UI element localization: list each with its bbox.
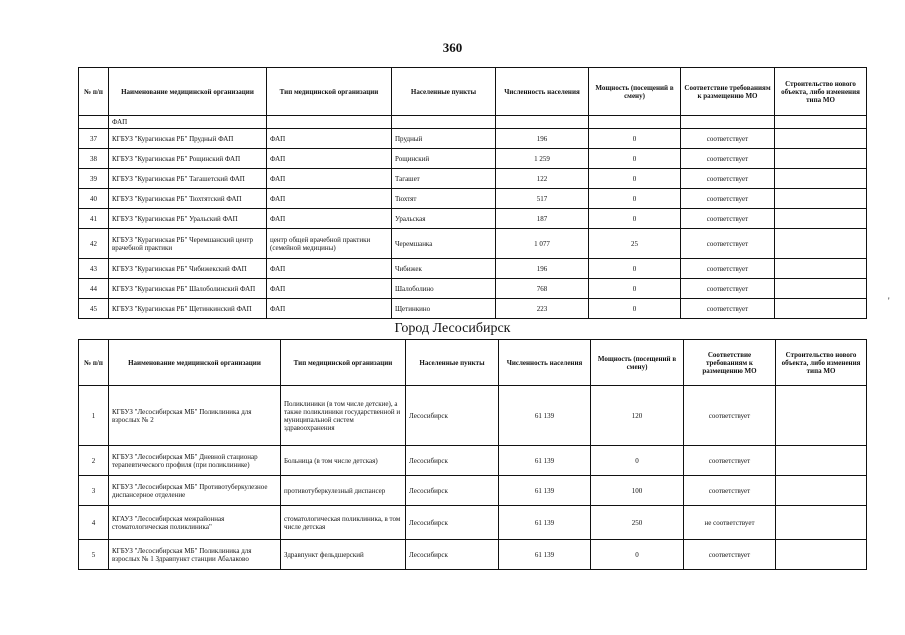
table-row: 40 КГБУЗ "Курагинская РБ" Тюхтятский ФАП ФАП Тюхтят 517 0 соответствует	[79, 189, 867, 209]
header-org-name: Наименование медицинской организации	[109, 340, 281, 386]
header-construction: Строительство нового объекта, либо изменения типа МО	[776, 340, 867, 386]
header-org-name: Наименование медицинской организации	[109, 68, 267, 116]
header-org-type: Тип медицинской организации	[281, 340, 406, 386]
margin-mark: '	[888, 296, 890, 306]
table-row: 37 КГБУЗ "Курагинская РБ" Прудный ФАП ФАП Прудный 196 0 соответствует	[79, 129, 867, 149]
header-org-type: Тип медицинской организации	[267, 68, 392, 116]
header-compliance: Соответствие требованиям к размещению МО	[684, 340, 776, 386]
table-header-row	[79, 340, 867, 386]
header-population: Численность населения	[499, 340, 591, 386]
table-row: 44 КГБУЗ "Курагинская РБ" Шалоболинский ФАП ФАП Шалоболино 768 0 соответствует	[79, 279, 867, 299]
table-header-row	[79, 68, 867, 116]
page-number: 360	[442, 40, 463, 55]
table-row: 3 КГБУЗ "Лесосибирская МБ" Противотуберкулезное диспансерное отделение противотуберкулезный диспансер Лесосибирск 61 139 100 соответствует	[79, 476, 867, 506]
table-row: 5 КГБУЗ "Лесосибирская МБ" Поликлиника для взрослых № 1 Здравпункт станции Абалаково Здравпункт фельдшерский Лесосибирск 61 139 0 соответствует	[79, 540, 867, 570]
header-number: № п/п	[79, 340, 109, 386]
table-kuragino	[78, 67, 867, 319]
table-lesosibirsk	[78, 339, 867, 570]
section-title: Город Лесосибирск	[394, 321, 511, 336]
table-row: 1 КГБУЗ "Лесосибирская МБ" Поликлиника для взрослых № 2 Поликлиники (в том числе детские), а также поликлиники государственной и муниципальной систем здравоохранения Лесосибирск 61 139 120 соответствует	[79, 386, 867, 446]
header-population: Численность населения	[496, 68, 589, 116]
header-number: № п/п	[79, 68, 109, 116]
table-row: 43 КГБУЗ "Курагинская РБ" Чибижекский ФАП ФАП Чибижек 196 0 соответствует	[79, 259, 867, 279]
table-row: 4 КГАУЗ "Лесосибирская межрайонная стоматологическая поликлиника" стоматологическая поликлиника, в том числе детская Лесосибирск 61 139 250 не соответствует	[79, 506, 867, 540]
table-row: 41 КГБУЗ "Курагинская РБ" Уральский ФАП ФАП Уральская 187 0 соответствует	[79, 209, 867, 229]
table-row: ФАП	[79, 116, 867, 129]
table-row: 39 КГБУЗ "Курагинская РБ" Тагашетский ФАП ФАП Тагашет 122 0 соответствует	[79, 169, 867, 189]
header-settlements: Населенные пункты	[392, 68, 496, 116]
table-row: 38 КГБУЗ "Курагинская РБ" Рощинский ФАП ФАП Рощинский 1 259 0 соответствует	[79, 149, 867, 169]
table-row: 42 КГБУЗ "Курагинская РБ" Черемшанский центр врачебной практики центр общей врачебной практики (семейной медицины) Черемшанка 1 077 25 соответствует	[79, 229, 867, 259]
header-capacity: Мощность (посещений в смену)	[589, 68, 681, 116]
header-capacity: Мощность (посещений в смену)	[591, 340, 684, 386]
table-row: 2 КГБУЗ "Лесосибирская МБ" Дневной стационар терапевтического профиля (при поликлинике) Больница (в том числе детская) Лесосибирск 61 139 0 соответствует	[79, 446, 867, 476]
header-compliance: Соответствие требованиям к размещению МО	[681, 68, 775, 116]
table-row: 45 КГБУЗ "Курагинская РБ" Щетинкинский ФАП ФАП Щетинкино 223 0 соответствует	[79, 299, 867, 319]
header-construction: Строительство нового объекта, либо изменения типа МО	[775, 68, 867, 116]
header-settlements: Населенные пункты	[406, 340, 499, 386]
